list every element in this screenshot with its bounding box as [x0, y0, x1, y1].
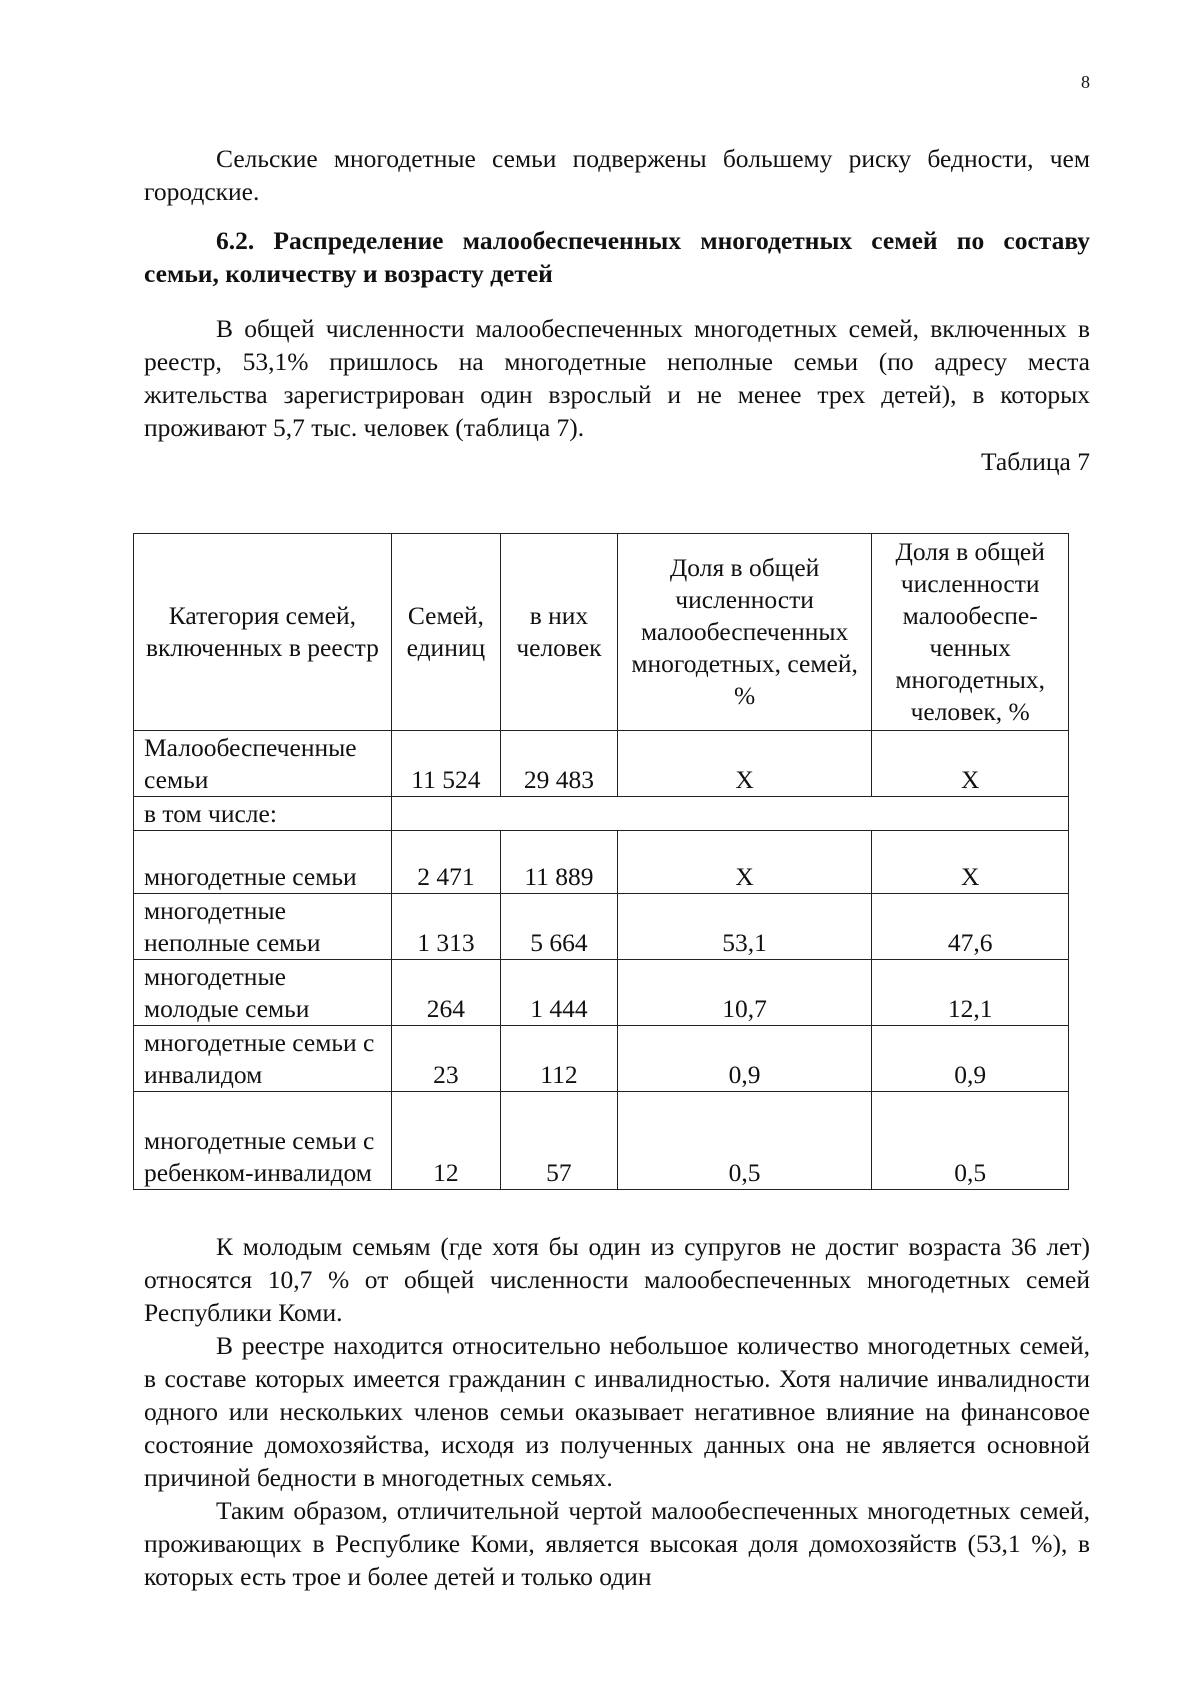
table-row	[134, 894, 1069, 960]
table-row	[134, 1092, 1069, 1190]
header-people: в них человек	[500, 534, 617, 731]
cell-share-people: 12,1	[872, 960, 1069, 1026]
intro-paragraph: Сельские многодетные семьи подвержены большему риску бедности, чем городские.	[144, 144, 1090, 206]
cell-share-people: 47,6	[872, 894, 1069, 960]
spacer	[144, 290, 1090, 312]
cell-families: 1 313	[391, 894, 500, 960]
header-families: Семей, единиц	[391, 534, 500, 731]
subheader-empty-cell	[391, 797, 1068, 831]
cell-families: 11 524	[391, 731, 500, 797]
data-table	[133, 533, 1069, 1190]
paragraph-before-table: В общей численности малообеспеченных многодетных семей, включенных в реестр, 53,1% пришлось на многодетные неполные семьи (по адресу места жительства зарегистрирован один взрослый и не менее трех детей), в которых проживают 5,7 тыс. человек (таблица 7).	[144, 314, 1090, 442]
cell-share-people: 0,5	[872, 1092, 1069, 1190]
table-row	[134, 1026, 1069, 1092]
cell-families: 264	[391, 960, 500, 1026]
text-after-table	[144, 1230, 1090, 1593]
paragraph-young-families: К молодым семьям (где хотя бы один из супругов не достиг возраста 36 лет) относятся 10,7 % от общей численности малообеспеченных многодетных семей Республики Коми.	[144, 1232, 1090, 1327]
row-label: многодетные семьи с инвалидом	[134, 1026, 392, 1092]
cell-share-families: Х	[617, 731, 872, 797]
table-caption: Таблица 7	[980, 447, 1090, 476]
header-category: Категория семей, включенных в реестр	[134, 534, 392, 731]
header-share-people: Доля в общей численности малообеспе-ченных многодетных, человек, %	[872, 534, 1069, 731]
subheader-label: в том числе:	[134, 797, 392, 831]
row-label: многодетные семьи	[134, 831, 392, 894]
cell-share-people: Х	[872, 831, 1069, 894]
row-label: Малообеспеченные семьи	[134, 731, 392, 797]
cell-people: 112	[500, 1026, 617, 1092]
table-header-row	[134, 534, 1069, 731]
row-label: многодетные молодые семьи	[134, 960, 392, 1026]
paragraph-conclusion: Таким образом, отличительной чертой малообеспеченных многодетных семей, проживающих в Республике Коми, является высокая доля домохозяйств (53,1 %), в которых есть трое и более детей и только один	[144, 1496, 1090, 1591]
section-heading: 6.2. Распределение малообеспеченных многодетных семей по составу семьи, количеству и возрасту детей	[144, 226, 1090, 288]
row-label: многодетные семьи с ребенком-инвалидом	[134, 1092, 392, 1190]
cell-families: 2 471	[391, 831, 500, 894]
cell-people: 11 889	[500, 831, 617, 894]
page-number: 8	[1081, 72, 1090, 92]
cell-families: 12	[391, 1092, 500, 1190]
cell-people: 5 664	[500, 894, 617, 960]
cell-people: 57	[500, 1092, 617, 1190]
cell-share-people: Х	[872, 731, 1069, 797]
cell-share-families: Х	[617, 831, 872, 894]
table-row	[134, 960, 1069, 1026]
cell-share-families: 10,7	[617, 960, 872, 1026]
text-before-table	[144, 142, 1090, 478]
header-share-families: Доля в общей численности малообеспеченных многодетных, семей, %	[617, 534, 872, 731]
cell-share-families: 0,5	[617, 1092, 872, 1190]
cell-people: 29 483	[500, 731, 617, 797]
cell-people: 1 444	[500, 960, 617, 1026]
cell-share-people: 0,9	[872, 1026, 1069, 1092]
cell-share-families: 53,1	[617, 894, 872, 960]
cell-share-families: 0,9	[617, 1026, 872, 1092]
paragraph-disability: В реестре находится относительно небольшое количество многодетных семей, в составе которых имеется гражданин с инвалидностью. Хотя наличие инвалидности одного или нескольких членов семьи оказывает негативное влияние на финансовое состояние домохозяйства, исходя из полученных данных она не является основной причиной бедности в многодетных семьях.	[144, 1331, 1090, 1492]
row-label: многодетные неполные семьи	[134, 894, 392, 960]
table-row	[134, 831, 1069, 894]
table-subheader-row	[134, 797, 1069, 831]
table-row	[134, 731, 1069, 797]
cell-families: 23	[391, 1026, 500, 1092]
